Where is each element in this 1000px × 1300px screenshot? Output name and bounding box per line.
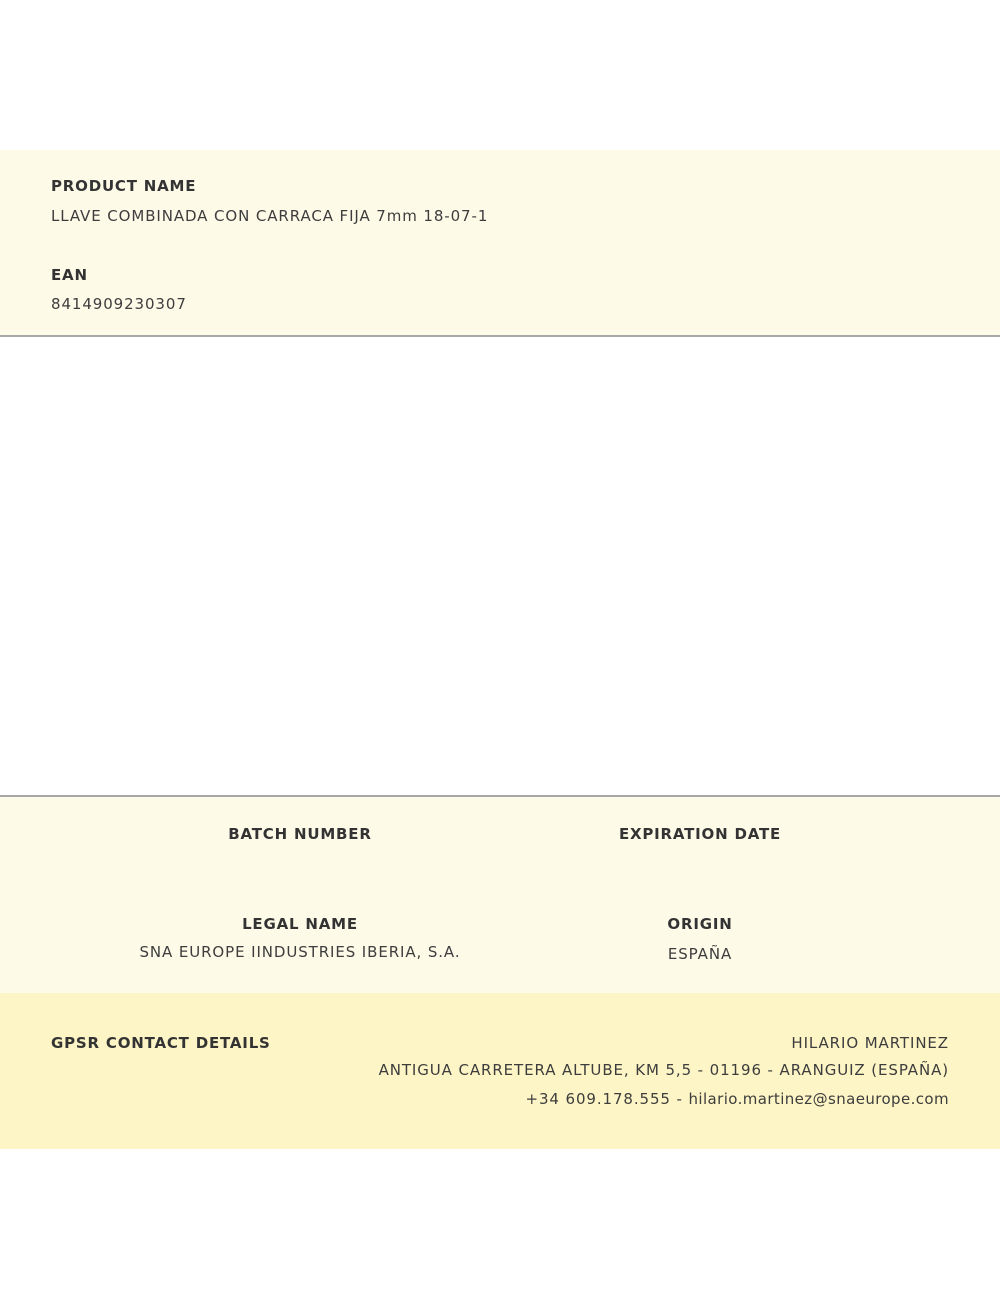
contact-address: ANTIGUA CARRETERA ALTUBE, KM 5,5 - 01196 - ARANGUIZ (ESPAÑA) — [378, 1061, 949, 1079]
origin-label: ORIGIN — [667, 915, 733, 933]
contact-phone: +34 609.178.555 — [525, 1090, 671, 1108]
batch-number-label: BATCH NUMBER — [228, 825, 372, 843]
gpsr-contact-label: GPSR CONTACT DETAILS — [51, 1034, 271, 1052]
contact-separator: - — [670, 1090, 689, 1108]
contact-email[interactable]: hilario.martinez@snaeurope.com — [688, 1090, 949, 1108]
product-name-label: PRODUCT NAME — [51, 177, 197, 195]
contact-person: HILARIO MARTINEZ — [791, 1034, 949, 1052]
origin-value: ESPAÑA — [667, 945, 733, 963]
legal-name-label: LEGAL NAME — [242, 915, 358, 933]
gpsr-contact-section — [0, 993, 1000, 1149]
ean-value: 8414909230307 — [51, 295, 187, 313]
product-info-section — [0, 795, 1000, 995]
contact-phone-email — [379, 1090, 949, 1108]
product-section — [0, 150, 1000, 337]
product-name-value: LLAVE COMBINADA CON CARRACA FIJA 7mm 18-07-1 — [51, 207, 489, 225]
expiration-date-label: EXPIRATION DATE — [618, 825, 782, 843]
contact-details — [379, 1034, 949, 1108]
legal-name-value: SNA EUROPE IINDUSTRIES IBERIA, S.A. — [139, 943, 461, 961]
ean-label: EAN — [51, 266, 88, 284]
